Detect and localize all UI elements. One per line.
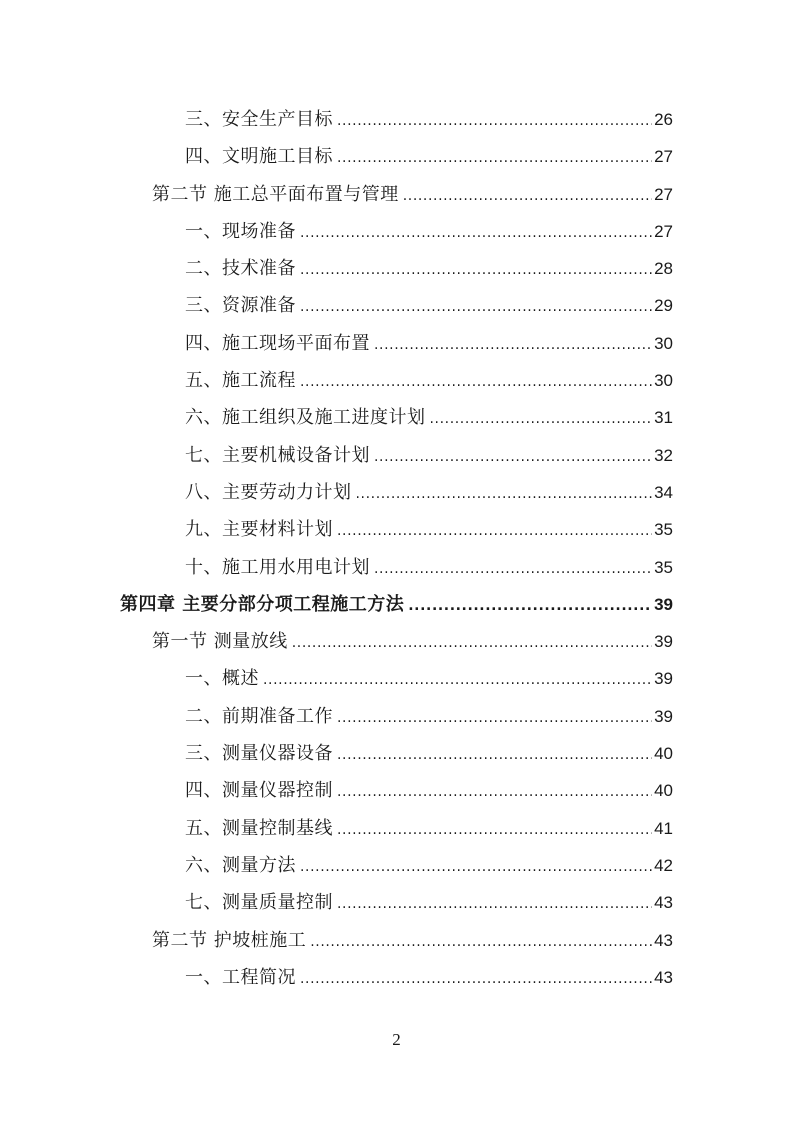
dot-leader	[430, 401, 653, 438]
toc-entry-title: 六、测量方法	[185, 854, 296, 876]
dot-leader	[300, 364, 652, 401]
toc-entry-page: 39	[654, 594, 673, 614]
toc-entry-title: 四、文明施工目标	[185, 146, 333, 168]
toc-entry[interactable]	[0, 138, 793, 175]
dot-leader	[374, 551, 652, 588]
toc-entry-page: 40	[654, 744, 673, 764]
toc-entry[interactable]	[0, 698, 793, 735]
dot-leader	[300, 961, 652, 998]
toc-entry-title: 七、测量质量控制	[185, 892, 333, 914]
toc-entry-page: 32	[654, 445, 673, 465]
toc-entry[interactable]	[0, 250, 793, 287]
toc-entry[interactable]	[0, 586, 793, 623]
dot-leader	[337, 140, 652, 177]
toc-entry[interactable]	[0, 623, 793, 660]
toc-entry-title: 第四章 主要分部分项工程施工方法	[120, 593, 405, 615]
toc-entry-title: 十、施工用水用电计划	[185, 556, 370, 578]
dot-leader	[300, 252, 652, 289]
dot-leader	[337, 886, 652, 923]
dot-leader	[337, 700, 652, 737]
toc-entry[interactable]	[0, 660, 793, 697]
toc-entry-page: 39	[654, 669, 673, 689]
toc-entry-title: 三、安全生产目标	[185, 109, 333, 130]
toc-entry[interactable]	[0, 772, 793, 809]
toc-entry-page: 43	[654, 930, 673, 950]
toc-entry-title: 二、前期准备工作	[185, 705, 333, 727]
toc-entry-page: 40	[654, 781, 673, 801]
toc-entry-page: 30	[654, 371, 673, 391]
dot-leader	[300, 215, 652, 252]
toc-entry[interactable]	[0, 474, 793, 511]
toc-entry-page: 35	[654, 520, 673, 540]
toc-entry-title: 六、施工组织及施工进度计划	[185, 407, 426, 429]
toc-entry-title: 九、主要材料计划	[185, 519, 333, 541]
toc-entry-page: 39	[654, 706, 673, 726]
table-of-contents	[0, 101, 793, 996]
toc-entry-page: 41	[654, 818, 673, 838]
dot-leader	[292, 625, 652, 662]
toc-entry-page: 42	[654, 855, 673, 875]
toc-entry-title: 八、主要劳动力计划	[185, 481, 352, 503]
toc-entry[interactable]	[0, 287, 793, 324]
dot-leader	[300, 849, 652, 886]
toc-entry-page: 28	[654, 259, 673, 279]
toc-entry[interactable]	[0, 437, 793, 474]
toc-entry-page: 27	[654, 221, 673, 241]
dot-leader	[263, 662, 652, 699]
toc-entry-title: 七、主要机械设备计划	[185, 444, 370, 466]
toc-entry-title: 五、施工流程	[185, 370, 296, 392]
toc-entry-title: 一、现场准备	[185, 220, 296, 242]
toc-entry-page: 39	[654, 632, 673, 652]
toc-entry[interactable]	[0, 549, 793, 586]
dot-leader	[356, 476, 653, 513]
toc-entry-title: 五、测量控制基线	[185, 817, 333, 839]
toc-entry[interactable]	[0, 399, 793, 436]
toc-entry-page: 34	[654, 482, 673, 502]
toc-entry-title: 二、技术准备	[185, 258, 296, 280]
toc-entry-page: 43	[654, 893, 673, 913]
toc-entry-page: 27	[654, 147, 673, 167]
toc-entry-title: 第一节 测量放线	[152, 631, 288, 653]
toc-entry-page: 30	[654, 333, 673, 353]
toc-entry[interactable]	[0, 101, 793, 138]
toc-entry-title: 一、概述	[185, 668, 259, 690]
toc-entry[interactable]	[0, 810, 793, 847]
toc-entry-page: 29	[654, 296, 673, 316]
toc-entry-title: 三、资源准备	[185, 295, 296, 317]
dot-leader	[337, 513, 652, 550]
dot-leader	[337, 103, 652, 140]
page-number: 2	[392, 1030, 401, 1049]
toc-entry[interactable]	[0, 884, 793, 921]
toc-entry-title: 第二节 护坡桩施工	[152, 929, 307, 951]
toc-entry[interactable]	[0, 362, 793, 399]
toc-entry-page: 43	[654, 967, 673, 987]
toc-entry[interactable]	[0, 213, 793, 250]
toc-entry-page: 27	[654, 184, 673, 204]
toc-entry-page: 31	[654, 408, 673, 428]
dot-leader	[337, 812, 652, 849]
dot-leader	[374, 327, 652, 364]
dot-leader	[403, 178, 652, 215]
toc-entry[interactable]	[0, 922, 793, 959]
toc-entry[interactable]	[0, 511, 793, 548]
dot-leader	[300, 289, 652, 326]
toc-entry-page: 26	[654, 110, 673, 129]
toc-entry[interactable]	[0, 735, 793, 772]
toc-entry-page: 35	[654, 557, 673, 577]
toc-entry[interactable]	[0, 847, 793, 884]
dot-leader	[408, 588, 652, 625]
dot-leader	[310, 924, 652, 961]
toc-entry-title: 四、测量仪器控制	[185, 780, 333, 802]
toc-entry[interactable]	[0, 176, 793, 213]
toc-entry-title: 四、施工现场平面布置	[185, 332, 370, 354]
toc-entry-title: 第二节 施工总平面布置与管理	[152, 183, 399, 205]
toc-entry[interactable]	[0, 959, 793, 996]
toc-entry[interactable]	[0, 325, 793, 362]
toc-entry-title: 三、测量仪器设备	[185, 743, 333, 765]
dot-leader	[337, 774, 652, 811]
dot-leader	[337, 737, 652, 774]
toc-entry-title: 一、工程简况	[185, 966, 296, 988]
dot-leader	[374, 439, 652, 476]
